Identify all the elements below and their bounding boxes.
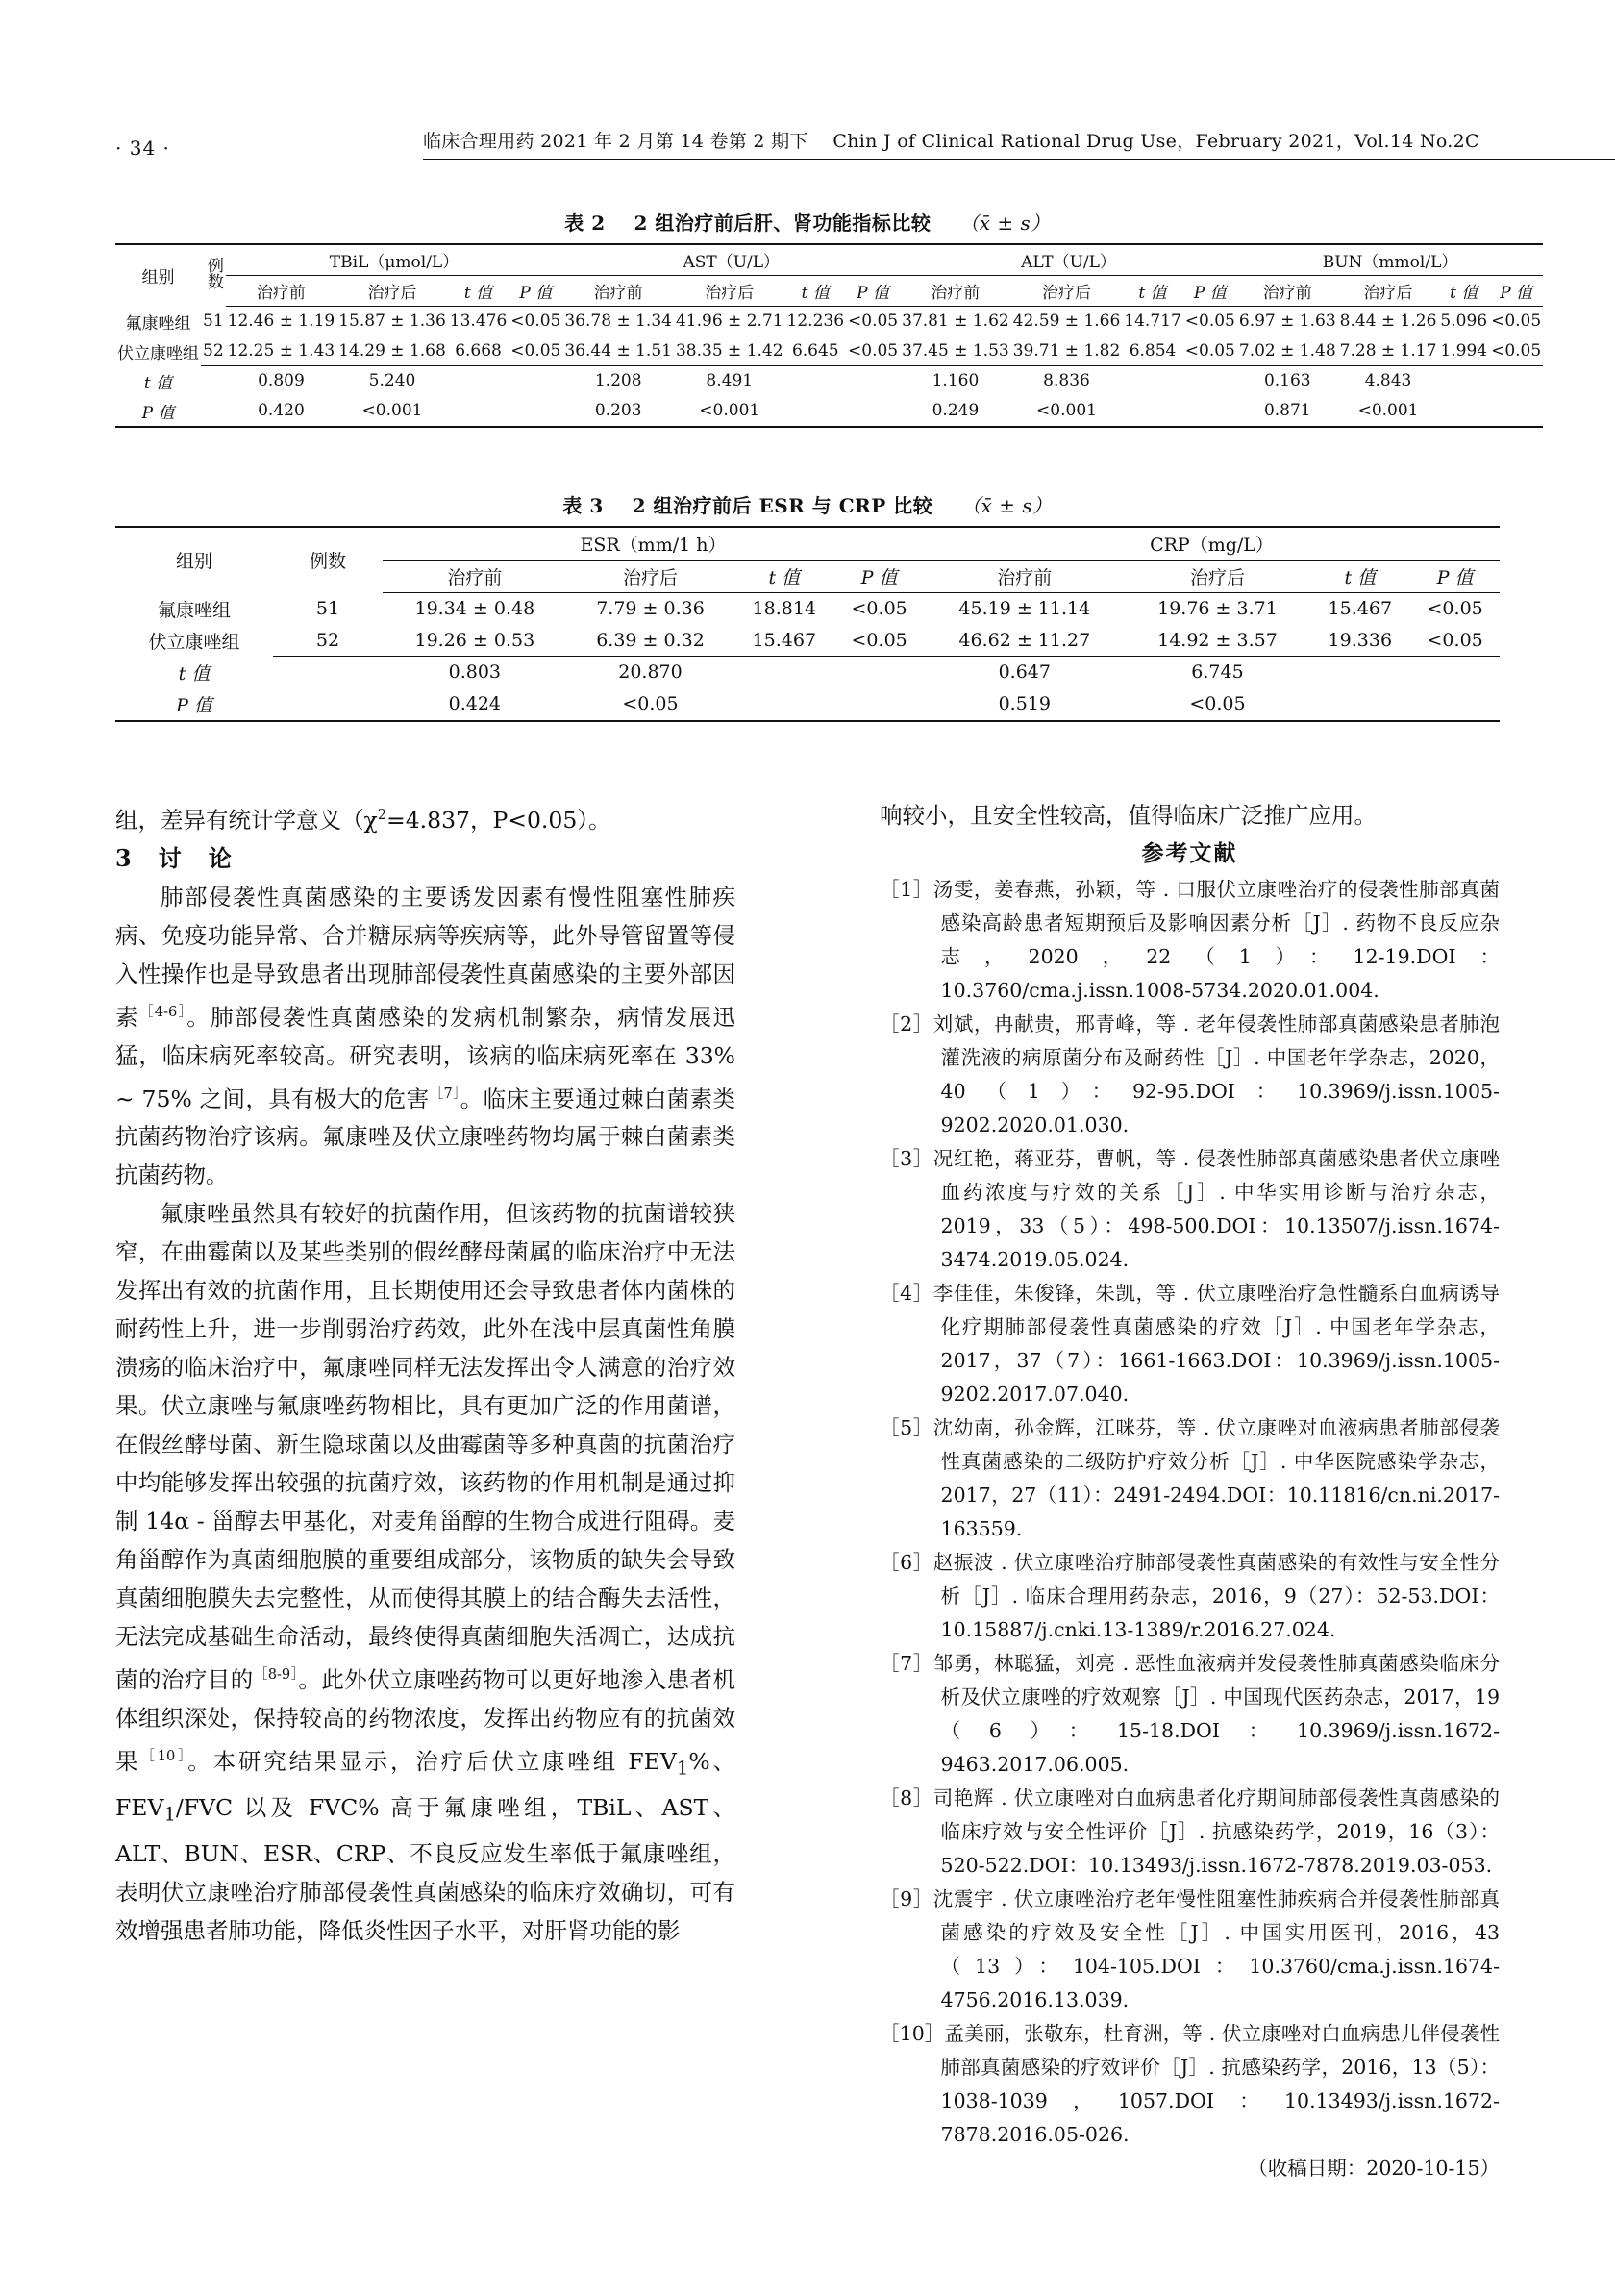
table-2-row-0-c2: 13.476 xyxy=(449,312,508,332)
table-2-row-0-c3: <0.05 xyxy=(510,312,561,332)
table-3-caption-number: 表 3 xyxy=(562,494,604,517)
table-3-row-0-c5: 19.76 ± 3.71 xyxy=(1157,598,1278,620)
table-3-stat-1-label: P 值 xyxy=(115,688,273,721)
list-item: ［7］邹勇，林聪猛，刘亮 . 恶性血液病并发侵袭性肺真菌感染临床分析及伏立康唑的疗效观察［J］. 中国现代医药杂志，2017，19（6）：15-18.DOI：10.3969/j.issn.1672-9463.2017.06.005. xyxy=(880,1652,1500,1776)
table-3-sub-1-3: P 值 xyxy=(1410,561,1500,593)
table-2-sub-3-2: t 值 xyxy=(1438,276,1489,307)
table-2-row-1-c2: 6.668 xyxy=(448,337,509,366)
table-2-row-1-c0: 12.25 ± 1.43 xyxy=(226,337,337,366)
table-2-stat-0-c8: 1.160 xyxy=(932,371,980,391)
table-3-row-1-n: 52 xyxy=(273,625,383,657)
table-2-row-0-c6: 12.236 xyxy=(786,312,845,332)
table-2-stat-0-c5: 8.491 xyxy=(706,371,754,391)
table-2-stat-0-c10 xyxy=(1122,366,1182,396)
table-2-stat-1-c1: <0.001 xyxy=(336,396,448,427)
table-3-row-1-c6: 19.336 xyxy=(1309,625,1410,657)
discussion-paragraph-2-continued: 响较小，且安全性较高，值得临床广泛推广应用。 xyxy=(880,802,1377,829)
table-3-col-group: 组别 xyxy=(115,527,273,593)
running-head xyxy=(0,127,1615,160)
table-2-stat-0-c14 xyxy=(1438,366,1489,396)
table-2-stat-1-c8: 0.249 xyxy=(900,396,1011,427)
references-list xyxy=(880,873,1500,2152)
table-2-row-0-label: 氟康唑组 xyxy=(125,313,191,334)
table-2-stat-1-c3 xyxy=(509,396,562,427)
table-3-sub-0-3: P 值 xyxy=(834,561,924,593)
table-2-row-0-c12: 6.97 ± 1.63 xyxy=(1238,312,1336,332)
table-2-stat-1-c5: <0.001 xyxy=(674,396,785,427)
table-2-sub-3-3: P 值 xyxy=(1489,276,1543,307)
table-3-row-1-c1: 6.39 ± 0.32 xyxy=(567,625,734,657)
table-2-row-0-c10: 14.717 xyxy=(1124,312,1181,332)
table-3-stat-1-c0: 0.424 xyxy=(383,688,567,721)
table-3-row-0-c7: <0.05 xyxy=(1427,598,1483,620)
table-3-stat-0-c6 xyxy=(1309,657,1410,688)
list-item: ［1］汤雯，姜春燕，孙颖，等 . 口服伏立康唑治疗的侵袭性肺部真菌感染高龄患者短期预后及影响因素分析［J］. 药物不良反应杂志，2020，22（1）：12-19.DOI：10.3760/cma.j.issn.1008-5734.2020.01.004. xyxy=(880,878,1500,1002)
table-3-stat-1-c5: <0.05 xyxy=(1126,688,1310,721)
table-row xyxy=(115,688,1500,721)
table-3-row-1-label: 伏立康唑组 xyxy=(148,631,240,653)
table-3-row-1-c4: 46.62 ± 11.27 xyxy=(924,625,1126,657)
table-2-stat-0-c12: 0.163 xyxy=(1263,371,1311,391)
table-2-sub-3-0: 治疗前 xyxy=(1237,276,1338,307)
table-2-row-1-c1: 14.29 ± 1.68 xyxy=(336,337,448,366)
table-3-stat-1-c6 xyxy=(1309,688,1410,721)
table-2-sub-0-3: P 值 xyxy=(509,276,562,307)
table-2-row-0-c4: 36.78 ± 1.34 xyxy=(564,312,672,332)
table-3-stat-1-c2 xyxy=(733,688,834,721)
table-2-row-1-c5: 38.35 ± 1.42 xyxy=(674,337,785,366)
table-3 xyxy=(115,526,1500,722)
table-2-sub-1-0: 治疗前 xyxy=(562,276,674,307)
table-2-stat-0-n xyxy=(201,366,226,396)
table-2-col-group: 组别 xyxy=(115,244,201,307)
table-2-block xyxy=(115,208,1542,428)
table-2-stat-1-c14 xyxy=(1438,396,1489,427)
table-3-stat-0-c0: 0.803 xyxy=(448,661,502,684)
table-2-body xyxy=(115,307,1543,427)
table-2-row-0-c15: <0.05 xyxy=(1491,312,1542,332)
table-2-stat-0-c3 xyxy=(509,366,562,396)
table-3-sub-1-2: t 值 xyxy=(1309,561,1410,593)
table-row xyxy=(115,593,1500,625)
table-2-stat-1-c2 xyxy=(448,396,509,427)
table-row xyxy=(115,657,1500,688)
table-2-row-1-c9: 39.71 ± 1.82 xyxy=(1011,337,1123,366)
table-2-row-1-c13: 7.28 ± 1.17 xyxy=(1338,337,1439,366)
table-2-stat-0-c4: 1.208 xyxy=(594,371,642,391)
list-item: ［3］况红艳，蒋亚芬，曹帆，等 . 侵袭性肺部真菌感染患者伏立康唑血药浓度与疗效的关系［J］. 中华实用诊断与治疗杂志，2019，33（5）：498-500.DOI：10.13507/j.issn.1674-3474.2019.05.024. xyxy=(880,1147,1500,1271)
table-2-sub-0-2: t 值 xyxy=(448,276,509,307)
table-2-header-row-2 xyxy=(115,276,1543,307)
table-2-stat-0-c2 xyxy=(448,366,509,396)
table-2-caption-number: 表 2 xyxy=(564,212,606,235)
table-3-row-0-n: 51 xyxy=(315,598,340,619)
table-2 xyxy=(115,243,1543,428)
table-3-row-0-c1: 7.79 ± 0.36 xyxy=(596,598,705,620)
table-2-stat-1-c11 xyxy=(1183,396,1237,427)
table-2-stat-0-c11 xyxy=(1183,366,1237,396)
table-3-group-1: CRP（mg/L） xyxy=(924,527,1500,561)
table-2-stat-1-n xyxy=(201,396,226,427)
table-3-row-0-c4: 45.19 ± 11.14 xyxy=(958,598,1091,620)
body-column-right xyxy=(880,796,1500,2185)
table-2-row-1-c15: <0.05 xyxy=(1489,337,1543,366)
body-column-left xyxy=(115,796,735,1950)
carryover-paragraph: 组，差异有统计学意义（$\chi^2=4.837$，P<0.05）。 xyxy=(115,806,611,834)
table-2-group-2: ALT（U/L） xyxy=(900,244,1237,276)
table-2-col-n xyxy=(201,244,226,307)
table-2-sub-2-2: t 值 xyxy=(1122,276,1182,307)
table-2-stat-1-c0: 0.420 xyxy=(226,396,337,427)
table-2-caption xyxy=(115,208,1500,236)
list-item: ［8］司艳辉 . 伏立康唑对白血病患者化疗期间肺部侵袭性真菌感染的临床疗效与安全性评价［J］. 抗感染药学，2019，16（3）：520-522.DOI：10.13493/j.issn.1672-7878.2019.03-053. xyxy=(880,1786,1500,1877)
table-2-stat-0-c7 xyxy=(846,366,900,396)
table-3-stat-0-n xyxy=(273,657,383,688)
table-3-group-0: ESR（mm/1 h） xyxy=(383,527,924,561)
table-row xyxy=(115,307,1543,337)
table-3-row-0-c3: <0.05 xyxy=(851,598,907,620)
table-3-stat-1-c7 xyxy=(1410,688,1500,721)
table-2-stat-0-c0: 0.809 xyxy=(258,371,305,391)
table-row xyxy=(115,337,1543,366)
table-3-row-1-c5: 14.92 ± 3.57 xyxy=(1126,625,1310,657)
table-3-stat-0-label: t 值 xyxy=(178,662,211,685)
received-date: （收稿日期：2020-10-15） xyxy=(1248,2157,1500,2180)
table-2-sub-1-3: P 值 xyxy=(846,276,900,307)
table-3-stat-0-c1: 20.870 xyxy=(618,661,683,684)
table-2-row-1-c6: 6.645 xyxy=(785,337,846,366)
table-row xyxy=(115,366,1543,396)
table-3-caption-stat: （x̄ ± s） xyxy=(961,494,1053,517)
table-2-row-1-c10: 6.854 xyxy=(1122,337,1182,366)
table-2-header-row-1 xyxy=(115,244,1543,276)
table-3-sub-0-2: t 值 xyxy=(733,561,834,593)
table-2-row-1-c4: 36.44 ± 1.51 xyxy=(562,337,674,366)
table-2-stat-0-c13: 4.843 xyxy=(1364,371,1412,391)
table-2-row-1-c14: 1.994 xyxy=(1438,337,1489,366)
table-3-header-row-1 xyxy=(115,527,1500,561)
table-2-sub-1-1: 治疗后 xyxy=(674,276,785,307)
table-2-row-1-c3: <0.05 xyxy=(509,337,562,366)
table-3-stat-1-c1: <0.05 xyxy=(567,688,734,721)
table-3-sub-0-0: 治疗前 xyxy=(383,561,567,593)
table-2-sub-0-0: 治疗前 xyxy=(226,276,337,307)
table-2-stat-1-c7 xyxy=(846,396,900,427)
table-2-row-0-c1: 15.87 ± 1.36 xyxy=(338,312,446,332)
table-2-caption-stat: （x̄ ± s） xyxy=(959,212,1051,235)
table-3-row-1-c7: <0.05 xyxy=(1410,625,1500,657)
table-3-row-0-c6: 15.467 xyxy=(1328,598,1393,620)
references-heading: 参考文献 xyxy=(1141,840,1238,866)
list-item: ［4］李佳佳，朱俊锋，朱凯，等 . 伏立康唑治疗急性髓系白血病诱导化疗期肺部侵袭性真菌感染的疗效［J］. 中国老年学杂志，2017，37（7）：1661-1663.DOI：10.3969/j.issn.1005-9202.2017.07.040. xyxy=(880,1282,1500,1406)
table-2-row-1-c12: 7.02 ± 1.48 xyxy=(1237,337,1338,366)
table-2-stat-1-c13: <0.001 xyxy=(1338,396,1439,427)
table-2-group-3: BUN（mmol/L） xyxy=(1237,244,1543,276)
table-3-row-1-c3: <0.05 xyxy=(834,625,924,657)
table-3-row-0-label: 氟康唑组 xyxy=(157,599,231,621)
table-2-row-0-c7: <0.05 xyxy=(848,312,899,332)
table-2-stat-1-c15 xyxy=(1489,396,1543,427)
table-3-sub-1-0: 治疗前 xyxy=(924,561,1126,593)
table-3-stat-0-c7 xyxy=(1410,657,1500,688)
table-2-stat-0-label: t 值 xyxy=(143,373,173,393)
table-2-stat-1-c4: 0.203 xyxy=(562,396,674,427)
table-3-stat-0-c5: 6.745 xyxy=(1191,661,1244,684)
table-2-sub-2-3: P 值 xyxy=(1183,276,1237,307)
table-2-col-n-label: 例数 xyxy=(203,257,223,290)
table-2-row-0-n: 51 xyxy=(203,312,224,331)
table-3-body xyxy=(115,593,1500,721)
table-3-stat-0-c3 xyxy=(834,657,924,688)
table-2-stat-1-c12: 0.871 xyxy=(1237,396,1338,427)
table-3-stat-0-c4: 0.647 xyxy=(998,661,1051,684)
discussion-paragraph-1: 肺部侵袭性真菌感染的主要诱发因素有慢性阻塞性肺疾病、免疫功能异常、合并糖尿病等疾病等，此外导管留置等侵入性操作也是导致患者出现肺部侵袭性真菌感染的主要外部因素$^{[4-6]}$。肺部侵袭性真菌感染的发病机制繁杂，病情发展迅猛，临床病死率较高。研究表明，该病的临床病死率在 33% ~ 75% 之间，具有极大的危害$^{[7]}$。临床主要通过棘白菌素类抗菌药物治疗该病。氟康唑及伏立康唑药物均属于棘白菌素类抗菌药物。 xyxy=(115,883,736,1189)
table-3-stat-0-c2 xyxy=(733,657,834,688)
table-3-stat-1-n xyxy=(273,688,383,721)
table-2-row-1-c11: <0.05 xyxy=(1183,337,1237,366)
table-2-row-0-c11: <0.05 xyxy=(1184,312,1235,332)
list-item: ［6］赵振波 . 伏立康唑治疗肺部侵袭性真菌感染的有效性与安全性分析［J］. 临床合理用药杂志，2016，9（27）：52-53.DOI：10.15887/j.cnki.13-1389/r.2016.27.024. xyxy=(880,1551,1500,1641)
table-2-sub-2-0: 治疗前 xyxy=(900,276,1011,307)
table-3-caption-text: 2 组治疗前后 ESR 与 CRP 比较 xyxy=(632,494,933,517)
table-2-caption-text: 2 组治疗前后肝、肾功能指标比较 xyxy=(634,212,932,235)
table-row xyxy=(115,625,1500,657)
table-2-row-0-c5: 41.96 ± 2.71 xyxy=(675,312,783,332)
table-3-row-1-c0: 19.26 ± 0.53 xyxy=(383,625,567,657)
table-2-row-1-label: 伏立康唑组 xyxy=(117,343,199,363)
table-3-col-n: 例数 xyxy=(273,527,383,593)
table-2-sub-2-1: 治疗后 xyxy=(1011,276,1123,307)
table-2-stat-1-c6 xyxy=(785,396,846,427)
table-2-row-0-c0: 12.46 ± 1.19 xyxy=(227,312,335,332)
table-3-row-1-c2: 15.467 xyxy=(733,625,834,657)
table-2-stat-1-c9: <0.001 xyxy=(1011,396,1123,427)
table-2-stat-0-c6 xyxy=(785,366,846,396)
table-2-row-1-n: 52 xyxy=(201,337,226,366)
table-2-stat-1-c10 xyxy=(1122,396,1182,427)
table-3-stat-1-c4: 0.519 xyxy=(924,688,1126,721)
running-head-text: 临床合理用药 2021 年 2 月第 14 卷第 2 期下 Chin J of Clinical Rational Drug Use，February 2021，Vol.14 No.2C xyxy=(423,127,1615,160)
table-3-row-0-c2: 18.814 xyxy=(752,598,817,620)
table-row xyxy=(115,396,1543,427)
table-3-sub-0-1: 治疗后 xyxy=(567,561,734,593)
table-2-sub-0-1: 治疗后 xyxy=(336,276,448,307)
table-2-row-0-c14: 5.096 xyxy=(1440,312,1488,332)
table-2-stat-0-c9: 8.836 xyxy=(1043,371,1090,391)
table-2-row-0-c8: 37.81 ± 1.62 xyxy=(902,312,1009,332)
list-item: ［10］孟美丽，张敬东，杜育洲，等 . 伏立康唑对白血病患儿伴侵袭性肺部真菌感染的疗效评价［J］. 抗感染药学，2016，13（5）：1038-1039，1057.DOI：10.13493/j.issn.1672-7878.2016.05-026. xyxy=(880,2022,1500,2146)
table-2-group-1: AST（U/L） xyxy=(562,244,900,276)
section-heading-discussion: 3 讨 论 xyxy=(115,843,234,872)
table-2-stat-0-c15 xyxy=(1489,366,1543,396)
list-item: ［5］沈幼南，孙金辉，江咪芬，等 . 伏立康唑对血液病患者肺部侵袭性真菌感染的二级防护疗效分析［J］. 中华医院感染学杂志，2017，27（11）：2491-2494.DOI：10.11816/cn.ni.2017-163559. xyxy=(880,1416,1500,1540)
table-3-caption xyxy=(115,490,1500,518)
table-3-sub-1-1: 治疗后 xyxy=(1126,561,1310,593)
page-folio: · 34 · xyxy=(115,137,170,160)
table-2-stat-0-c1: 5.240 xyxy=(368,371,416,391)
table-2-row-1-c7: <0.05 xyxy=(846,337,900,366)
table-2-stat-1-label: P 值 xyxy=(115,396,201,427)
table-2-sub-1-2: t 值 xyxy=(785,276,846,307)
table-2-group-0: TBiL（μmol/L） xyxy=(226,244,563,276)
list-item: ［2］刘斌，冉献贵，邢青峰，等 . 老年侵袭性肺部真菌感染患者肺泡灌洗液的病原菌分布及耐药性［J］. 中国老年学杂志，2020，40（1）：92-95.DOI：10.3969/j.issn.1005-9202.2020.01.030. xyxy=(880,1012,1500,1136)
table-2-row-0-c13: 8.44 ± 1.26 xyxy=(1339,312,1437,332)
table-3-row-0-c0: 19.34 ± 0.48 xyxy=(414,598,535,620)
table-2-row-1-c8: 37.45 ± 1.53 xyxy=(900,337,1011,366)
table-2-row-0-c9: 42.59 ± 1.66 xyxy=(1012,312,1121,332)
discussion-paragraph-2: 氟康唑虽然具有较好的抗菌作用，但该药物的抗菌谱较狭窄，在曲霉菌以及某些类别的假丝酵母菌属的临床治疗中无法发挥出有效的抗菌作用，且长期使用还会导致患者体内菌株的耐药性上升，进一步削弱治疗药效，此外在浅中层真菌性角膜溃疡的临床治疗中，氟康唑同样无法发挥出令人满意的治疗效果。伏立康唑与氟康唑药物相比，具有更加广泛的作用菌谱，在假丝酵母菌、新生隐球菌以及曲霉菌等多种真菌的抗菌治疗中均能够发挥出较强的抗菌疗效，该药物的作用机制是通过抑制 14α - 甾醇去甲基化，对麦角甾醇的生物合成进行阻碍。麦角甾醇作为真菌细胞膜的重要组成部分，该物质的缺失会导致真菌细胞膜失去完整性，从而使得其膜上的结合酶失去活性，无法完成基础生命活动，最终使得真菌细胞失活凋亡，达成抗菌的治疗目的$^{[8-9]}$。此外伏立康唑药物可以更好地渗入患者机体组织深处，保持较高的药物浓度，发挥出药物应有的抗菌效果$^{[10]}$。本研究结果显示，治疗后伏立康唑组 $FEV_1\%$、$FEV_1$/FVC 以及 FVC% 高于氟康唑组，TBiL、AST、ALT、BUN、ESR、CRP、不良反应发生率低于氟康唑组，表明伏立康唑治疗肺部侵袭性真菌感染的临床疗效确切，可有效增强患者肺功能，降低炎性因子水平，对肝肾功能的影 xyxy=(115,1200,736,1944)
table-3-stat-1-c3 xyxy=(834,688,924,721)
list-item: ［9］沈震宇 . 伏立康唑治疗老年慢性阻塞性肺疾病合并侵袭性肺部真菌感染的疗效及安全性［J］. 中国实用医刊，2016，43（13）：104-105.DOI：10.3760/cma.j.issn.1674-4756.2016.13.039. xyxy=(880,1887,1500,2011)
table-2-sub-3-1: 治疗后 xyxy=(1338,276,1439,307)
table-3-block xyxy=(115,490,1500,722)
